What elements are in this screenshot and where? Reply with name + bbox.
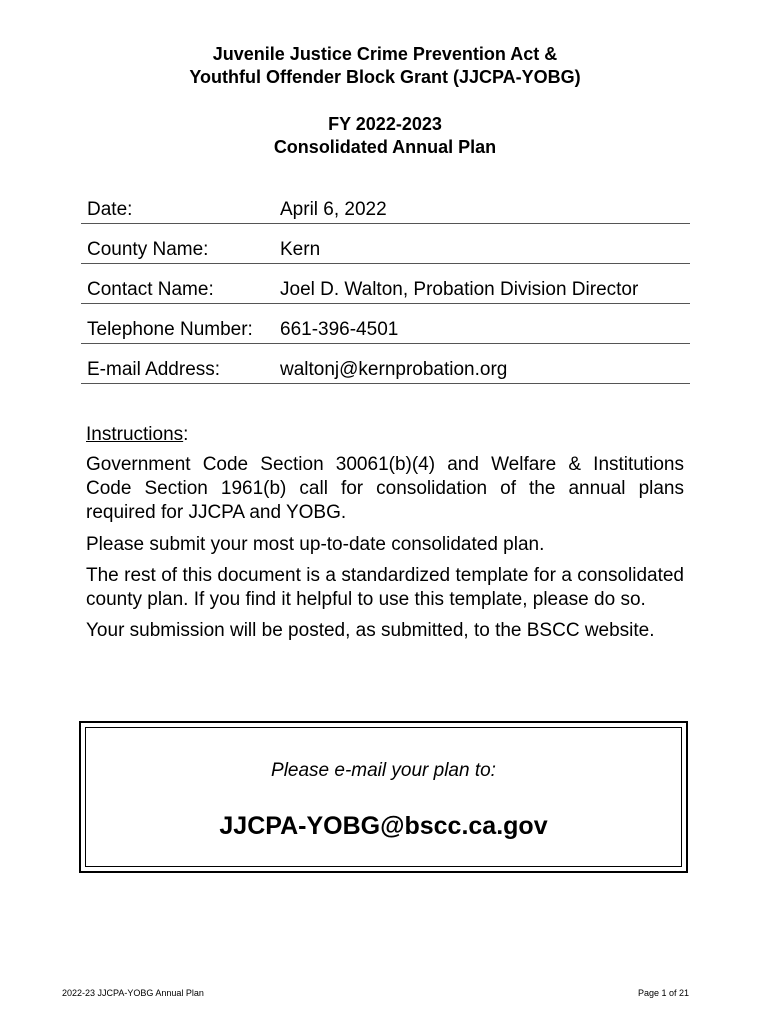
footer-page-number: Page 1 of 21 (638, 988, 690, 998)
date-label: Date: (87, 199, 133, 220)
instructions-paragraph-3: The rest of this document is a standardized template for a consolidated county plan. If you find it helpful to use this template, please do so. (86, 565, 684, 610)
title-sub (0, 113, 770, 159)
telephone-row (81, 305, 690, 344)
telephone-label: Telephone Number: (87, 319, 253, 340)
email-row (81, 345, 690, 384)
telephone-value: 661-396-4501 (280, 319, 399, 340)
footer-doc-title: 2022-23 JJCPA-YOBG Annual Plan (62, 988, 204, 998)
plan-title: Consolidated Annual Plan (273, 137, 497, 157)
county-label: County Name: (87, 239, 209, 260)
instructions-section (86, 423, 684, 643)
date-row (81, 185, 690, 224)
email-label: E-mail Address: (87, 359, 221, 380)
instructions-paragraph-1: Government Code Section 30061(b)(4) and Welfare & Institutions Code Section 1961(b) call for consolidation of the annual plans required for JJCPA and YOBG. (86, 454, 684, 523)
instructions-heading: Instructions: (86, 424, 189, 445)
submission-email: JJCPA-YOBG@bscc.ca.gov (219, 812, 548, 840)
title-line-2: Youthful Offender Block Grant (JJCPA-YOBG) (189, 67, 581, 87)
title-main (0, 43, 770, 89)
fiscal-year: FY 2022-2023 (328, 114, 442, 134)
instructions-paragraph-2: Please submit your most up-to-date consolidated plan. (86, 534, 545, 555)
contact-label: Contact Name: (87, 279, 214, 300)
date-value: April 6, 2022 (280, 199, 387, 220)
email-value: waltonj@kernprobation.org (280, 359, 508, 380)
instructions-paragraph-4: Your submission will be posted, as submitted, to the BSCC website. (86, 620, 655, 641)
county-row (81, 225, 690, 264)
submission-box (79, 721, 688, 873)
title-line-1: Juvenile Justice Crime Prevention Act & (212, 44, 558, 64)
submission-prompt: Please e-mail your plan to: (271, 760, 496, 781)
county-value: Kern (280, 239, 321, 260)
contact-value: Joel D. Walton, Probation Division Director (280, 279, 639, 300)
contact-row (81, 265, 690, 304)
